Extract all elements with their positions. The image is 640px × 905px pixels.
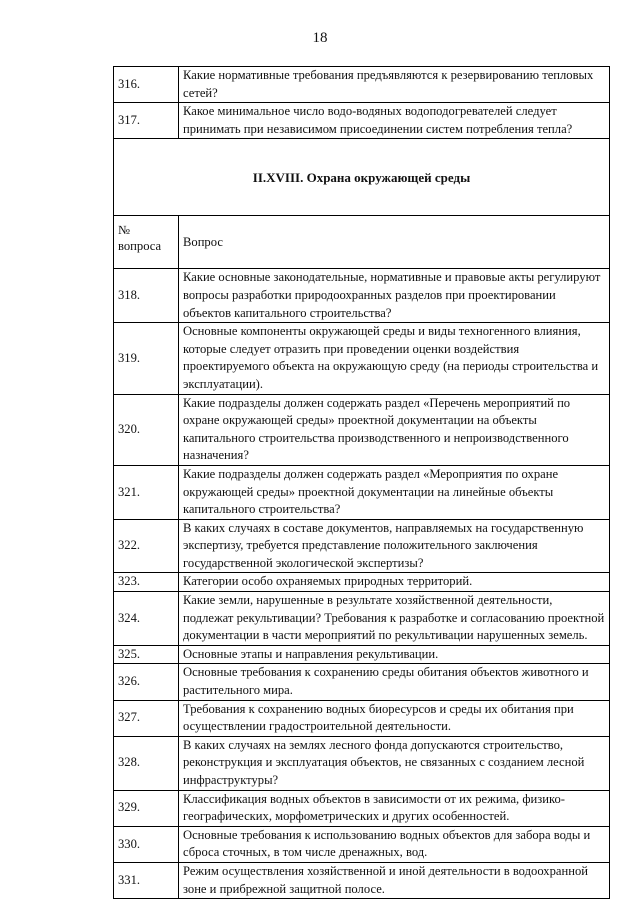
table-row xyxy=(114,323,610,394)
table-row xyxy=(114,519,610,573)
question-text: Режим осуществления хозяйственной и иной деятельности в водоохранной зоне и прибрежной защитной полосе. xyxy=(179,862,610,898)
table-row xyxy=(114,465,610,519)
question-number: 318. xyxy=(114,269,179,323)
section-row xyxy=(114,139,610,216)
table-row xyxy=(114,736,610,790)
question-text: Основные требования к использованию водных объектов для забора воды и сброса сточных, в том числе дренажных, вод. xyxy=(179,826,610,862)
question-number: 322. xyxy=(114,519,179,573)
table-row xyxy=(114,826,610,862)
section-title: II.XVIII. Охрана окружающей среды xyxy=(114,139,610,216)
table-row xyxy=(114,103,610,139)
question-text: Какие земли, нарушенные в результате хозяйственной деятельности, подлежат рекультивации? Требования к разработке и согласованию проектной документации в части мероприятий по рекультивации нарушенных земель. xyxy=(179,592,610,646)
question-number: 324. xyxy=(114,592,179,646)
table-row xyxy=(114,664,610,700)
page-number: 18 xyxy=(312,30,328,46)
question-number: 326. xyxy=(114,664,179,700)
table-row xyxy=(114,269,610,323)
question-text: Категории особо охраняемых природных территорий. xyxy=(179,573,610,592)
question-number: 319. xyxy=(114,323,179,394)
question-text: Основные этапы и направления рекультивации. xyxy=(179,645,610,664)
question-text: Классификация водных объектов в зависимости от их режима, физико-географических, морфометрических и других особенностей. xyxy=(179,790,610,826)
table-row xyxy=(114,573,610,592)
question-number: 330. xyxy=(114,826,179,862)
question-number: 320. xyxy=(114,394,179,465)
question-text: Основные требования к сохранению среды обитания объектов животного и растительного мира. xyxy=(179,664,610,700)
question-number: 323. xyxy=(114,573,179,592)
table-row xyxy=(114,645,610,664)
table-row xyxy=(114,700,610,736)
question-text: Какие основные законодательные, нормативные и правовые акты регулируют вопросы разработки природоохранных разделов при проектировании объектов капитального строительства? xyxy=(179,269,610,323)
question-number: 328. xyxy=(114,736,179,790)
table-row xyxy=(114,592,610,646)
column-header-question: Вопрос xyxy=(179,216,610,269)
question-text: Требования к сохранению водных биоресурсов и среды их обитания при осуществлении градостроительной деятельности. xyxy=(179,700,610,736)
question-number: 321. xyxy=(114,465,179,519)
table-row xyxy=(114,862,610,898)
question-text: Какое минимальное число водо-водяных водоподогревателей следует принимать при независимом присоединении систем потребления тепла? xyxy=(179,103,610,139)
question-text: Какие подразделы должен содержать раздел «Мероприятия по охране окружающей среды» проектной документации на линейные объекты капитального строительства? xyxy=(179,465,610,519)
question-text: В каких случаях на землях лесного фонда допускаются строительство, реконструкция и эксплуатация объектов, не связанных с созданием лесной инфраструктуры? xyxy=(179,736,610,790)
questions-table xyxy=(113,66,610,899)
question-number: 329. xyxy=(114,790,179,826)
question-text: Какие нормативные требования предъявляются к резервированию тепловых сетей? xyxy=(179,67,610,103)
question-text: Основные компоненты окружающей среды и виды техногенного влияния, которые следует отразить при проведении оценки воздействия проектируемого объекта на окружающую среду (на периоды строительства и эксплуатации). xyxy=(179,323,610,394)
table-row xyxy=(114,790,610,826)
question-text: В каких случаях в составе документов, направляемых на государственную экспертизу, требуется представление положительного заключения государственной экологической экспертизы? xyxy=(179,519,610,573)
question-text: Какие подразделы должен содержать раздел «Перечень мероприятий по охране окружающей среды» проектной документации на объекты капитального строительства производственного и непроизводственного назначения? xyxy=(179,394,610,465)
question-number: 331. xyxy=(114,862,179,898)
column-header-number: № вопроса xyxy=(114,216,179,269)
table-row xyxy=(114,394,610,465)
table-header-row xyxy=(114,216,610,269)
question-number: 325. xyxy=(114,645,179,664)
table-row xyxy=(114,67,610,103)
question-number: 316. xyxy=(114,67,179,103)
question-number: 327. xyxy=(114,700,179,736)
question-number: 317. xyxy=(114,103,179,139)
